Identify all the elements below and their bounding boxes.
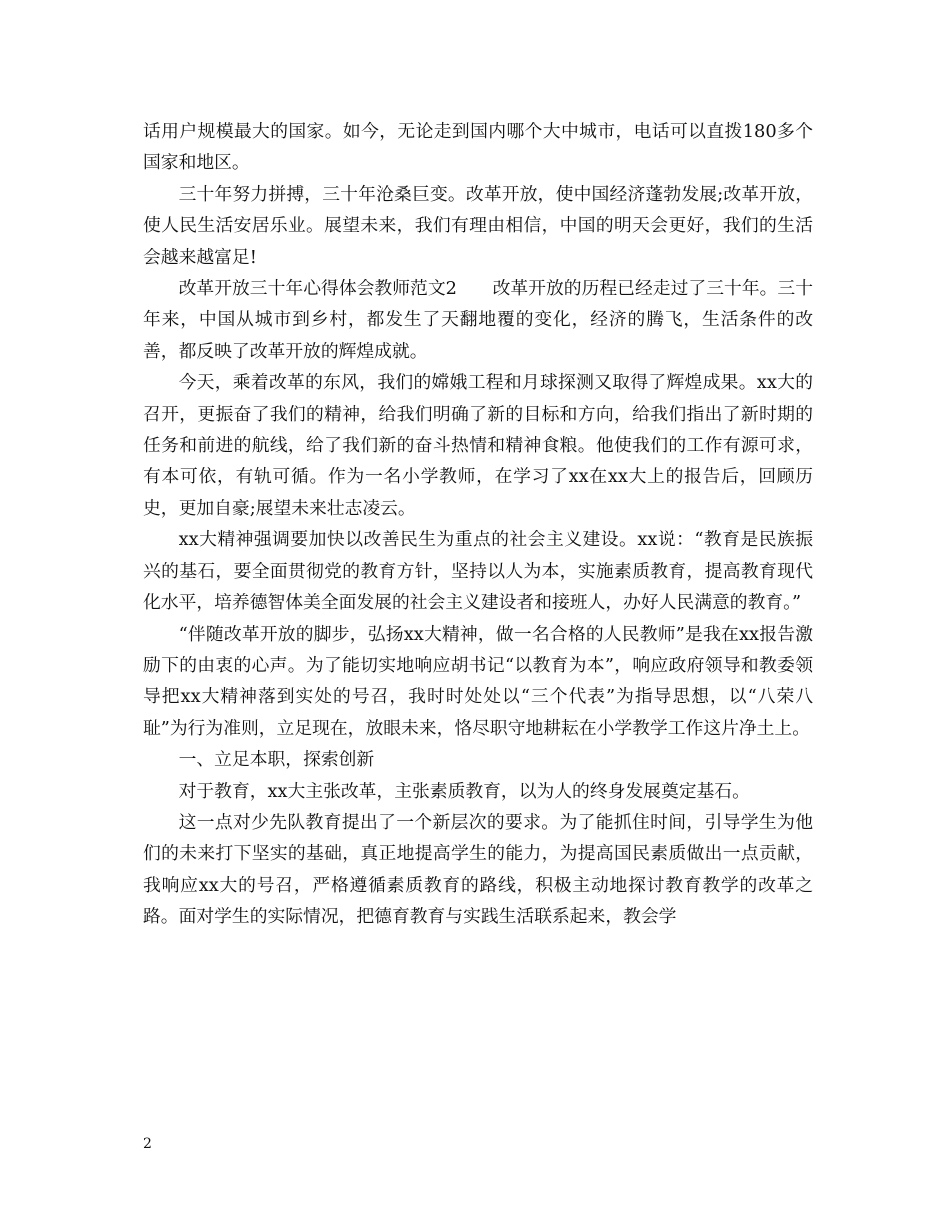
section-heading: 一、立足本职，探索创新 [178,749,375,771]
page-number: 2 [143,1136,152,1152]
paragraph-4: 今天，乘着改革的东风，我们的嫦娥工程和月球探测又取得了辉煌成果。xx大的召开，更振奋了我们的精神，给我们明确了新的目标和方向，给我们指出了新时期的任务和前进的航线，给了我们新的奋斗热情和精神食粮。他使我们的工作有源可求，有本可依，有轨可循。作为一名小学教师，在学习了xx在xx大上的报告后，回顾历史，更加自豪;展望未来壮志凌云。 [143,372,813,519]
document-body [143,116,813,933]
paragraph-6: “伴随改革开放的脚步，弘扬xx大精神，做一名合格的人民教师”是我在xx报告激励下的由衷的心声。为了能切实地响应胡书记“以教育为本”，响应政府领导和教委领导把xx大精神落到实处的号召，我时时处处以“三个代表”为指导思想，以“八荣八耻”为行为准则，立足现在，放眼未来，恪尽职守地耕耘在小学教学工作这片净土上。 [143,623,813,739]
paragraph-5: xx大精神强调要加快以改善民生为重点的社会主义建设。xx说：“教育是民族振兴的基石，要全面贯彻党的教育方针，坚持以人为本，实施素质教育，提高教育现代化水平，培养德智体美全面发展的社会主义建设者和接班人，办好人民满意的教育。” [143,529,813,614]
paragraph-1: 话用户规模最大的国家。如今，无论走到国内哪个大中城市，电话可以直拨180多个国家和地区。 [143,121,813,174]
paragraph-7: 对于教育，xx大主张改革，主张素质教育，以为人的终身发展奠定基石。 [178,780,750,802]
paragraph-8: 这一点对少先队教育提出了一个新层次的要求。为了能抓住时间，引导学生为他们的未来打下坚实的基础，真正地提高学生的能力，为提高国民素质做出一点贡献，我响应xx大的号召，严格遵循素质教育的路线，积极主动地探讨教育教学的改革之路。面对学生的实际情况，把德育教育与实践生活联系起来，教会学 [143,811,813,928]
paragraph-2: 三十年努力拼搏，三十年沧桑巨变。改革开放，使中国经济蓬勃发展;改革开放，使人民生活安居乐业。展望未来，我们有理由相信，中国的明天会更好，我们的生活会越来越富足! [143,183,813,268]
paragraph-3: 改革开放三十年心得体会教师范文2 改革开放的历程已经走过了三十年。三十年来，中国从城市到乡村，都发生了天翻地覆的变化，经济的腾飞，生活条件的改善，都反映了改革开放的辉煌成就。 [143,278,813,362]
